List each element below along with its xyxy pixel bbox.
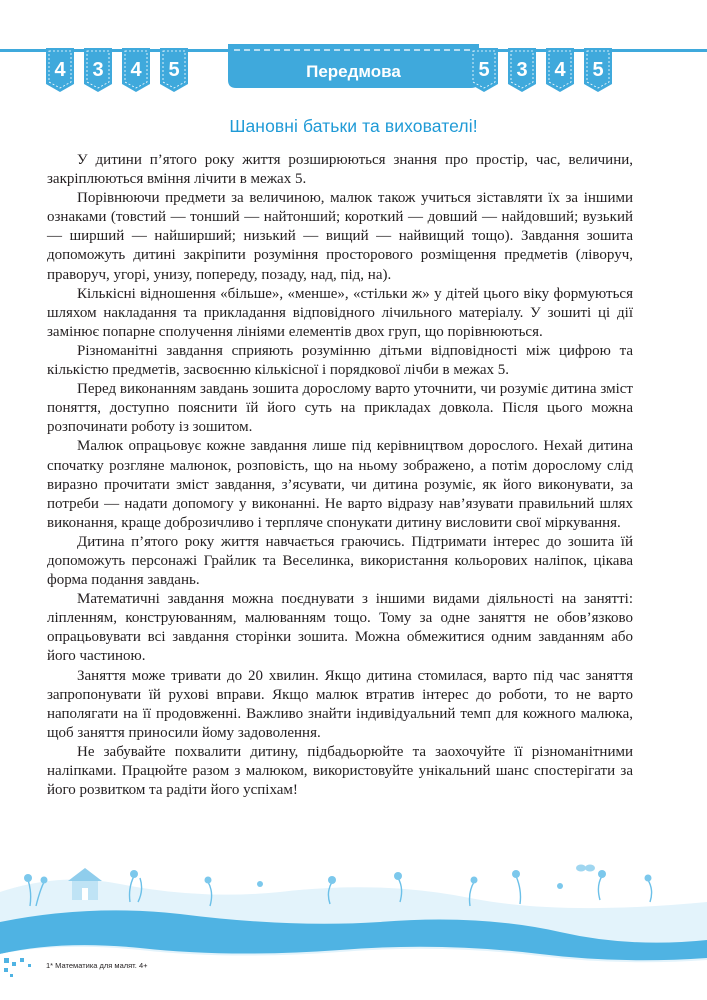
meadow-illustration [0, 862, 707, 1000]
flag-digit: 4 [54, 59, 66, 81]
flag-garland-left [46, 48, 188, 92]
flag-digit: 4 [554, 59, 566, 81]
pennant-flag [546, 48, 574, 92]
flag-digit: 3 [516, 59, 528, 81]
paragraph: Порівнюючи предмети за величиною, малюк також учиться зіставляти їх за іншими ознаками (товстий — тонший — найтонший; короткий — довший — найдовший; вузький — ширший — найширший; низький — вищий — найвищий тощо). Завдання зошита допоможуть дитині закріпити розуміння просторового розміщення предметів (ліворуч, праворуч, угорі, унизу, попереду, позаду, над, під, на). [47, 190, 633, 283]
paragraph: Різноманітні завдання сприяють розумінню дітьми відповідності між цифрою та кількістю предметів, засвоєнню кількісної і порядкової лічби в межах 5. [47, 342, 633, 379]
flag-digit: 4 [130, 59, 142, 81]
pennant-flag [46, 48, 74, 92]
pennant-flag [584, 48, 612, 92]
greeting-heading: Шановні батьки та вихователі! [229, 116, 478, 136]
house-icon [68, 868, 102, 900]
flag-garland-right [470, 48, 612, 92]
paragraph: Математичні завдання можна поєднувати з іншими видами діяльності на занятті: ліпленням, конструюванням, малюванням тощо. Тому за одне заняття не обов’язково опрацьовувати всі завдання сторінки зошита. Можна обмежитися одним завданням або його частиною. [47, 591, 633, 665]
paragraph: Перед виконанням завдань зошита дорослому варто уточнити, чи розуміє дитина зміст поняття, доступно пояснити їй його суть на прикладах довкола. Після цього можна розпочинати роботу із зошитом. [47, 381, 633, 436]
flag-digit: 5 [592, 59, 604, 81]
paragraph: Не забувайте похвалити дитину, підбадьорюйте та заохочуйте її різноманітними наліпками. Працюйте разом з малюком, використовуйте унікальний шанс спостерігати за його розвитком та радіти його успіхам! [47, 743, 633, 799]
page-header [0, 0, 707, 100]
flag-digit: 5 [168, 59, 180, 81]
pennant-flag [508, 48, 536, 92]
page-title: Передмова [306, 62, 401, 81]
paragraph: Заняття може тривати до 20 хвилин. Якщо дитина стомилася, варто під час заняття запропонувати їй рухові вправи. Якщо малюк втратив інтерес до роботи, то не варто наполягати на її продовженні. Важливо знайти індивідуальний темп для кожного малюка, щоб заняття приносили йому задоволення. [47, 667, 633, 741]
flag-digit: 3 [92, 59, 104, 81]
footer-note: 1* Математика для малят. 4+ [46, 961, 148, 970]
preface-text [47, 151, 633, 800]
pennant-flag [160, 48, 188, 92]
flag-digit: 5 [478, 59, 490, 81]
butterfly-icon [576, 865, 595, 872]
paragraph: Дитина п’ятого року життя навчається граючись. Підтримати інтерес до зошита їй допоможуть персонажі Грайлик та Веселинка, використання кольорових наліпок, цікава форма подання завдань. [47, 533, 633, 589]
paragraph: Малюк опрацьовує кожне завдання лише під керівництвом дорослого. Нехай дитина спочатку розгляне малюнок, розповість, що на ньому зображено, а потім дорослому слід виразно прочитати зміст завдання, з’ясувати, чи дитина розуміє, як його виконувати, за потреби — надати допомогу у виконанні. Не варто відразу нав’язувати правильний шлях виконання, краще доброзичливо і терпляче спонукати дитину висловити свої міркування. [47, 438, 633, 531]
paragraph: У дитини п’ятого року життя розширюються знання про простір, час, величини, закріплюються вміння лічити в межах 5. [47, 152, 633, 188]
paragraph: Кількісні відношення «більше», «менше», «стільки ж» у дітей цього віку формуються шляхом накладання та прикладання відповідного лічильного матеріалу. У зошиті ці дії замінює попарне сполучення лініями елементів двох груп, що порівнюються. [47, 285, 633, 340]
pennant-flag [122, 48, 150, 92]
pennant-flag [84, 48, 112, 92]
